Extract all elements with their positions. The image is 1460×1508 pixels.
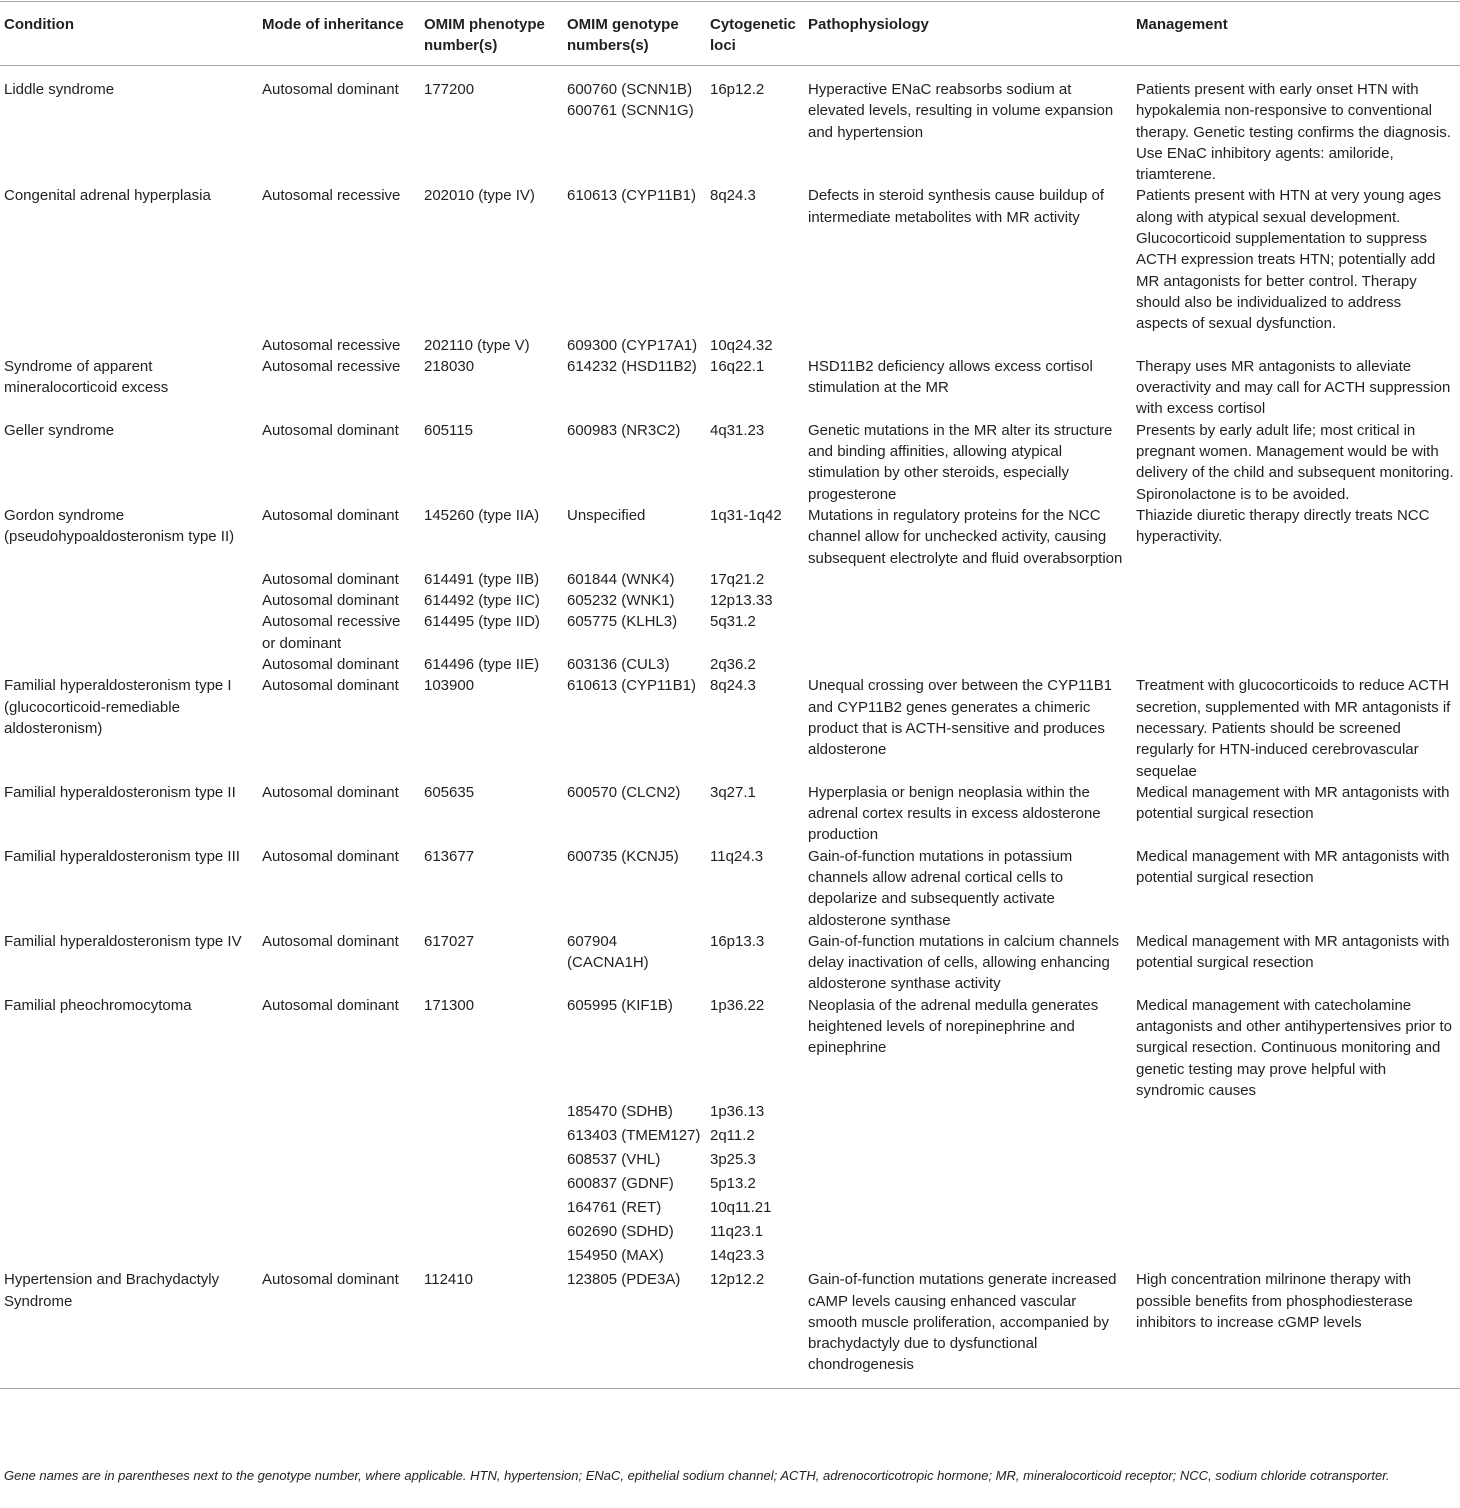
cell-mode: Autosomal dominant [258,1269,420,1388]
cell-loci: 11q24.3 [710,847,764,865]
cell-genotype: 610613 (CYP11B1) [567,677,696,695]
cell-phenotype: 171300 [424,996,475,1014]
cell-condition [0,590,258,611]
cell-genotype: 607904 (CACNA1H) [567,932,649,972]
cell-mode: Autosomal dominant [262,996,399,1014]
cell-mode: Autosomal dominant [262,592,399,610]
cell-phenotype: 614495 (type IID) [424,613,540,631]
genotype-item: 602690 (SDHD) [567,1223,674,1241]
cell-mode [258,1101,420,1269]
header-mode: Mode of inheritance [258,2,420,66]
cell-condition [0,569,258,590]
cell-pathophysiology: Gain-of-function mutations in calcium channels delay inactivation of cells, allowing enhancing aldosterone synthase activity [808,932,1119,993]
cell-pathophysiology: Neoplasia of the adrenal medulla generates heightened levels of norepinephrine and epinephrine [808,996,1099,1057]
cell-pathophysiology [804,611,1132,654]
cell-genotype: 123805 (PDE3A) [563,1269,706,1388]
cell-pathophysiology [804,654,1132,675]
cell-phenotype: 605635 [424,783,475,801]
genotype-item: 613403 (TMEM127) [567,1127,701,1145]
cell-pathophysiology [804,590,1132,611]
table-row [0,66,1460,186]
cell-condition: Familial hyperaldosteronism type I (glucocorticoid-remediable aldosteronism) [4,677,232,737]
cell-loci: 16q22.1 [710,357,765,375]
cell-pathophysiology: Gain-of-function mutations generate increased cAMP levels causing enhanced vascular smooth muscle proliferation, accompanied by brachydactyly due to dysfunctional chondrogenesis [804,1269,1132,1388]
cell-condition: Syndrome of apparent mineralocorticoid excess [4,357,169,397]
cell-loci: 8q24.3 [710,187,756,205]
cell-loci: 1q31-1q42 [710,506,782,524]
cell-genotype: 601844 (WNK4) [567,570,675,588]
cell-mode: Autosomal recessive [262,357,401,375]
cell-loci-list [706,1101,804,1269]
cell-condition: Gordon syndrome (pseudohypoaldosteronism type II) [4,506,235,546]
table-row [0,846,1460,931]
cell-phenotype: 202110 (type V) [424,336,530,354]
cell-genotype: 600983 (NR3C2) [567,421,681,439]
cell-phenotype: 614491 (type IIB) [424,570,540,588]
cell-management [1132,335,1460,356]
loci-item: 2q11.2 [710,1127,755,1145]
cell-condition: Familial hyperaldosteronism type II [4,783,236,801]
cell-management [1132,611,1460,654]
cell-management: Medical management with MR antagonists with potential surgical resection [1136,847,1450,886]
cell-loci: 12p12.2 [706,1269,804,1388]
cell-pathophysiology [804,569,1132,590]
cell-genotype: 600735 (KCNJ5) [567,847,679,865]
cell-management [1132,569,1460,590]
cell-mode: Autosomal dominant [262,677,399,695]
table-row [0,611,1460,654]
table-row [0,1101,1460,1269]
cell-loci: 17q21.2 [710,570,765,588]
cell-condition: Liddle syndrome [4,81,115,98]
cell-mode: Autosomal dominant [262,656,399,674]
cell-loci: 4q31.23 [710,421,765,439]
cell-condition: Geller syndrome [4,421,115,439]
cell-management: High concentration milrinone therapy with possible benefits from phosphodiesterase inhibitors to increase cGMP levels [1132,1269,1460,1388]
cell-condition: Familial hyperaldosteronism type III [4,847,240,865]
cell-pathophysiology: Defects in steroid synthesis cause buildup of intermediate metabolites with MR activity [808,187,1104,226]
header-genotype: OMIM genotype numbers(s) [563,2,706,66]
cell-management: Medical management with MR antagonists with potential surgical resection [1136,783,1450,823]
table-footnote: Gene names are in parentheses next to the genotype number, where applicable. HTN, hypertension; ENaC, epithelial sodium channel; ACTH, adrenocorticotropic hormone; MR, mineralocorticoid receptor; NCC, sodium chloride cotransporter. [4,1468,1390,1483]
cell-management: Thiazide diuretic therapy directly treats NCC hyperactivity. [1136,506,1430,546]
cell-genotype: 605232 (WNK1) [567,592,675,610]
cell-phenotype: 613677 [424,847,475,865]
cell-management [1132,654,1460,675]
table-row [0,995,1460,1101]
genotype-item: 164761 (RET) [567,1199,662,1217]
cell-mode: Autosomal recessive [262,187,401,205]
cell-phenotype: 145260 (type IIA) [424,506,540,524]
cell-mode: Autosomal dominant [262,81,399,98]
table-row [0,782,1460,846]
genotype-item: 154950 (MAX) [567,1247,664,1265]
cell-condition [0,654,258,675]
cell-management: Presents by early adult life; most critical in pregnant women. Management would be with delivery of the child and subsequent monitoring. Spironolactone is to be avoided. [1136,421,1454,503]
table-body [0,66,1460,1389]
cell-pathophysiology: Unequal crossing over between the CYP11B1 and CYP11B2 genes generates a chimeric product that is ACTH-sensitive and produces aldosterone [808,677,1113,759]
cell-mode: Autosomal dominant [262,932,399,950]
cell-genotype: 609300 (CYP17A1) [567,336,698,354]
header-condition: Condition [0,2,258,66]
cell-phenotype: 605115 [424,421,473,439]
cell-genotype-list [563,1101,706,1269]
table-row [0,185,1460,334]
cell-management: Treatment with glucocorticoids to reduce ACTH secretion, supplemented with MR antagonists if necessary. Patients should be screened regularly for HTN-induced cerebrovascular sequelae [1136,677,1451,780]
loci-item: 3p25.3 [710,1151,756,1169]
cell-phenotype: 614492 (type IIC) [424,592,540,610]
genotype-item: 608537 (VHL) [567,1151,661,1169]
table-row [0,335,1460,356]
cell-mode: Autosomal recessive or dominant [262,613,401,652]
cell-phenotype: 614496 (type IIE) [424,656,540,674]
cell-pathophysiology [804,1101,1132,1269]
cell-management: Medical management with catecholamine antagonists and other antihypertensives prior to surgical resection. Continuous monitoring and genetic testing may prove helpful with syndromic causes [1136,996,1453,1099]
cell-loci: 16p12.2 [710,81,765,98]
table-row [0,654,1460,675]
cell-loci: 5q31.2 [710,613,756,631]
cell-loci: 2q36.2 [710,656,756,674]
table-row [0,1269,1460,1388]
cell-phenotype: 202010 (type IV) [424,187,535,205]
cell-mode: Autosomal dominant [262,506,399,524]
cell-genotype: 600570 (CLCN2) [567,783,681,801]
cell-genotype: 603136 (CUL3) [567,656,670,674]
loci-item: 11q23.1 [710,1223,764,1241]
cell-phenotype: 617027 [424,932,475,950]
cell-loci: 8q24.3 [710,677,756,695]
cell-loci: 3q27.1 [710,783,756,801]
cell-condition: Congenital adrenal hyperplasia [4,187,211,205]
loci-item: 14q23.3 [710,1247,765,1265]
cell-condition [0,335,258,356]
header-pathophysiology: Pathophysiology [804,2,1132,66]
cell-pathophysiology: Hyperactive ENaC reabsorbs sodium at elevated levels, resulting in volume expansion and hypertension [808,81,1114,141]
header-loci: Cytogenetic loci [706,2,804,66]
genotype-item: 600837 (GDNF) [567,1175,674,1193]
cell-genotype: Unspecified [567,506,646,524]
header-phenotype: OMIM phenotype number(s) [420,2,563,66]
cell-genotype: 614232 (HSD11B2) [567,357,697,375]
cell-mode: Autosomal dominant [262,847,399,865]
loci-item: 5p13.2 [710,1175,756,1193]
table-header [0,2,1460,66]
cell-condition [0,1101,258,1269]
cell-pathophysiology: HSD11B2 deficiency allows excess cortisol stimulation at the MR [808,357,1093,397]
cell-pathophysiology: Mutations in regulatory proteins for the NCC channel allow for unchecked activity, causing subsequent electrolyte and fluid overabsorption [808,506,1123,567]
table-row [0,505,1460,569]
cell-genotype: 605775 (KLHL3) [567,613,678,631]
cell-management: Patients present with early onset HTN with hypokalemia non-responsive to conventional therapy. Genetic testing confirms the diagnosis. Use ENaC inhibitory agents: amiloride, triamterene. [1136,81,1451,184]
cell-management [1132,590,1460,611]
cell-management [1132,1101,1460,1269]
cell-pathophysiology: Gain-of-function mutations in potassium channels allow adrenal cortical cells to depolarize and subsequently activate aldosterone synthase [808,847,1073,929]
cell-phenotype: 112410 [420,1269,563,1388]
cell-management: Patients present with HTN at very young ages along with atypical sexual development. Glucocorticoid supplementation to suppress ACTH expression treats HTN; potentially add MR antagonists for better control. Therapy should also be individualized to address aspects of sexual dysfunction. [1136,187,1442,333]
loci-item: 10q11.21 [710,1199,772,1217]
cell-genotype: 600760 (SCNN1B) 600761 (SCNN1G) [567,81,694,120]
genetic-hypertension-table [0,1,1460,1389]
cell-phenotype [420,1101,563,1269]
table-row [0,420,1460,505]
loci-item: 1p36.13 [710,1103,765,1121]
cell-condition: Hypertension and Brachydactyly Syndrome [0,1269,258,1388]
table-row [0,569,1460,590]
cell-condition: Familial hyperaldosteronism type IV [4,932,242,950]
cell-loci: 10q24.32 [710,336,773,354]
cell-mode: Autosomal recessive [262,336,401,354]
cell-mode: Autosomal dominant [262,783,399,801]
cell-phenotype: 177200 [424,81,475,98]
header-management: Management [1132,2,1460,66]
cell-loci: 12p13.33 [710,592,773,610]
cell-pathophysiology [804,335,1132,356]
cell-loci: 16p13.3 [710,932,765,950]
cell-phenotype: 218030 [424,357,475,375]
cell-mode: Autosomal dominant [262,421,399,439]
cell-pathophysiology: Hyperplasia or benign neoplasia within the adrenal cortex results in excess aldosterone production [808,783,1101,844]
table-row [0,931,1460,995]
cell-loci: 1p36.22 [710,996,765,1014]
table-row [0,590,1460,611]
cell-condition: Familial pheochromocytoma [4,996,192,1014]
cell-pathophysiology: Genetic mutations in the MR alter its structure and binding affinities, allowing atypical stimulation by other steroids, especially progesterone [808,421,1113,503]
cell-management: Therapy uses MR antagonists to alleviate overactivity and may call for ACTH suppression with excess cortisol [1136,357,1451,418]
cell-genotype: 610613 (CYP11B1) [567,187,696,205]
table-row [0,356,1460,420]
cell-genotype: 605995 (KIF1B) [567,996,673,1014]
genotype-item: 185470 (SDHB) [567,1103,673,1121]
cell-phenotype: 103900 [424,677,475,695]
table-row [0,675,1460,781]
cell-condition [0,611,258,654]
cell-management: Medical management with MR antagonists with potential surgical resection [1136,932,1450,972]
header-row [0,2,1460,66]
cell-mode: Autosomal dominant [262,570,399,588]
